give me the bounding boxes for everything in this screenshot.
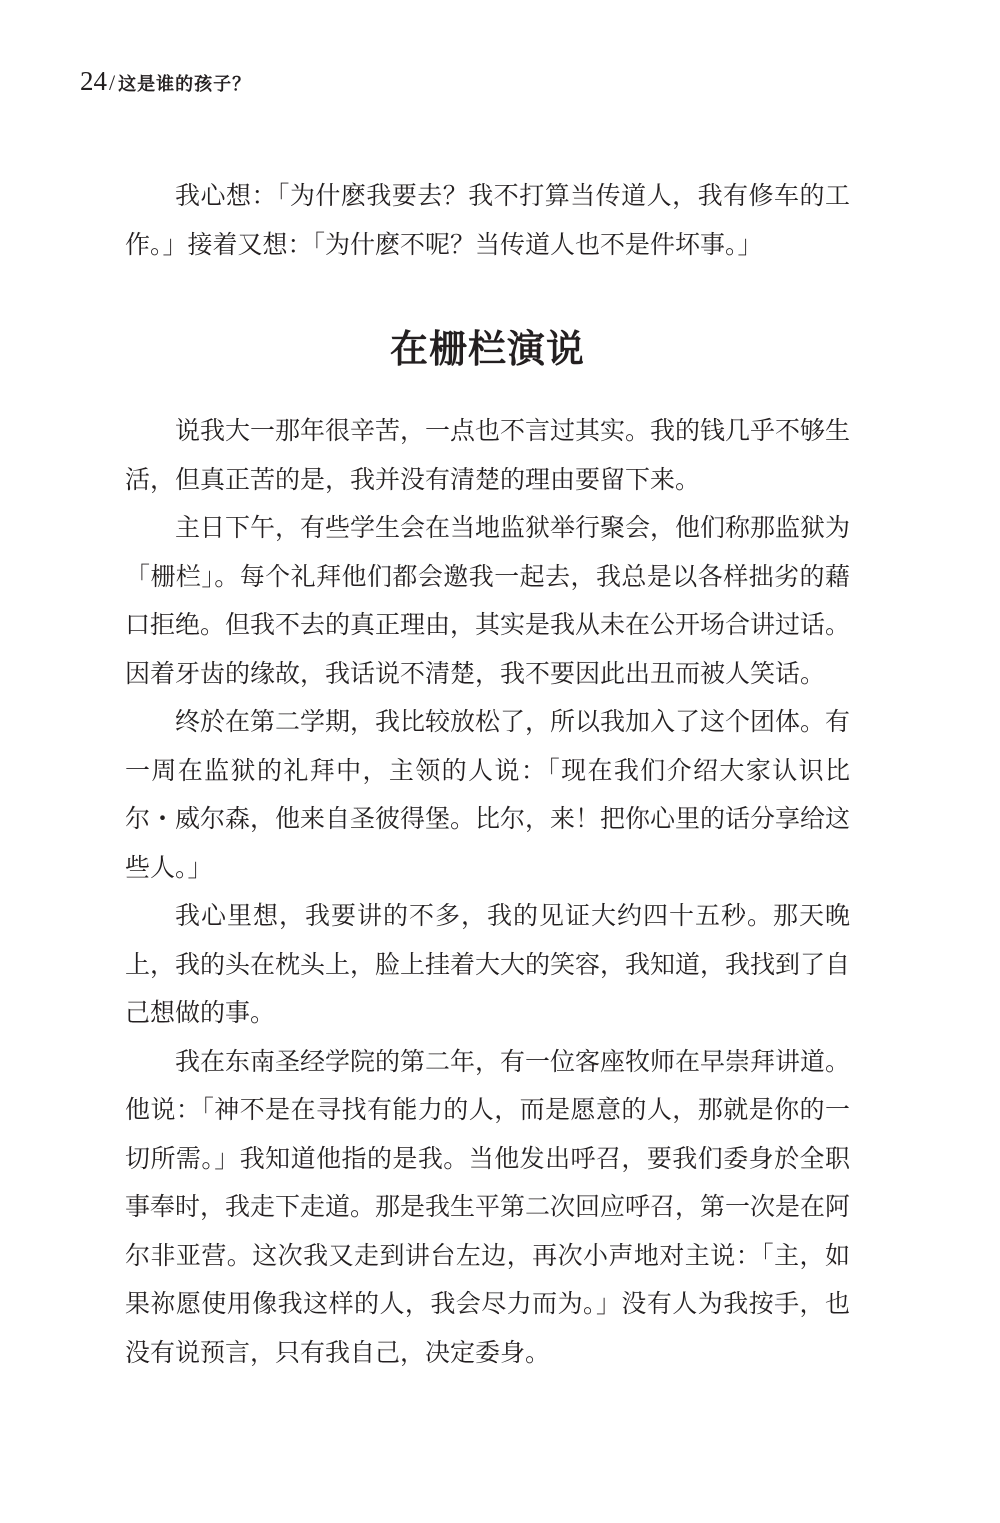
running-header	[80, 66, 251, 102]
body-paragraph-5: 我在东南圣经学院的第二年，有一位客座牧师在早崇拜讲道。他说：「神不是在寻找有能力的人，而是愿意的人，那就是你的一切所需。」我知道他指的是我。当他发出呼召，要我们委身於全职事奉时，我走下走道。那是我生平第二次回应呼召，第一次是在阿尔非亚营。这次我又走到讲台左边，再次小声地对主说：「主，如果祢愿使用像我这样的人，我会尽力而为。」没有人为我按手，也没有说预言，只有我自己，决定委身。	[125, 1046, 851, 1367]
body-paragraph-2: 主日下午，有些学生会在当地监狱举行聚会，他们称那监狱为「栅栏」。每个礼拜他们都会邀我一起去，我总是以各样拙劣的藉口拒绝。但我不去的真正理由，其实是我从未在公开场合讲过话。因着牙齿的缘故，我话说不清楚，我不要因此出丑而被人笑话。	[125, 513, 851, 688]
book-title: 这是谁的孩子？	[118, 74, 252, 95]
body-paragraph-4: 我心里想，我要讲的不多，我的见证大约四十五秒。那天晚上，我的头在枕头上，脸上挂着大大的笑容，我知道，我找到了自己想做的事。	[125, 901, 851, 1027]
header-separator: /	[109, 70, 116, 95]
body-paragraph-3: 终於在第二学期，我比较放松了，所以我加入了这个团体。有一周在监狱的礼拜中，主领的人说：「现在我们介绍大家认识比尔・威尔森，他来自圣彼得堡。比尔，来！把你心里的话分享给这些人。」	[125, 707, 851, 882]
body-paragraph-1: 说我大一那年很辛苦，一点也不言过其实。我的钱几乎不够生活，但真正苦的是，我并没有清楚的理由要留下来。	[125, 416, 851, 494]
page-number: 24	[80, 66, 107, 96]
section-heading: 在栅栏演说	[389, 326, 585, 371]
intro-paragraph: 我心想：「为什麽我要去？我不打算当传道人，我有修车的工作。」接着又想：「为什麽不呢？当传道人也不是件坏事。」	[125, 181, 850, 259]
page-body	[125, 172, 850, 1377]
